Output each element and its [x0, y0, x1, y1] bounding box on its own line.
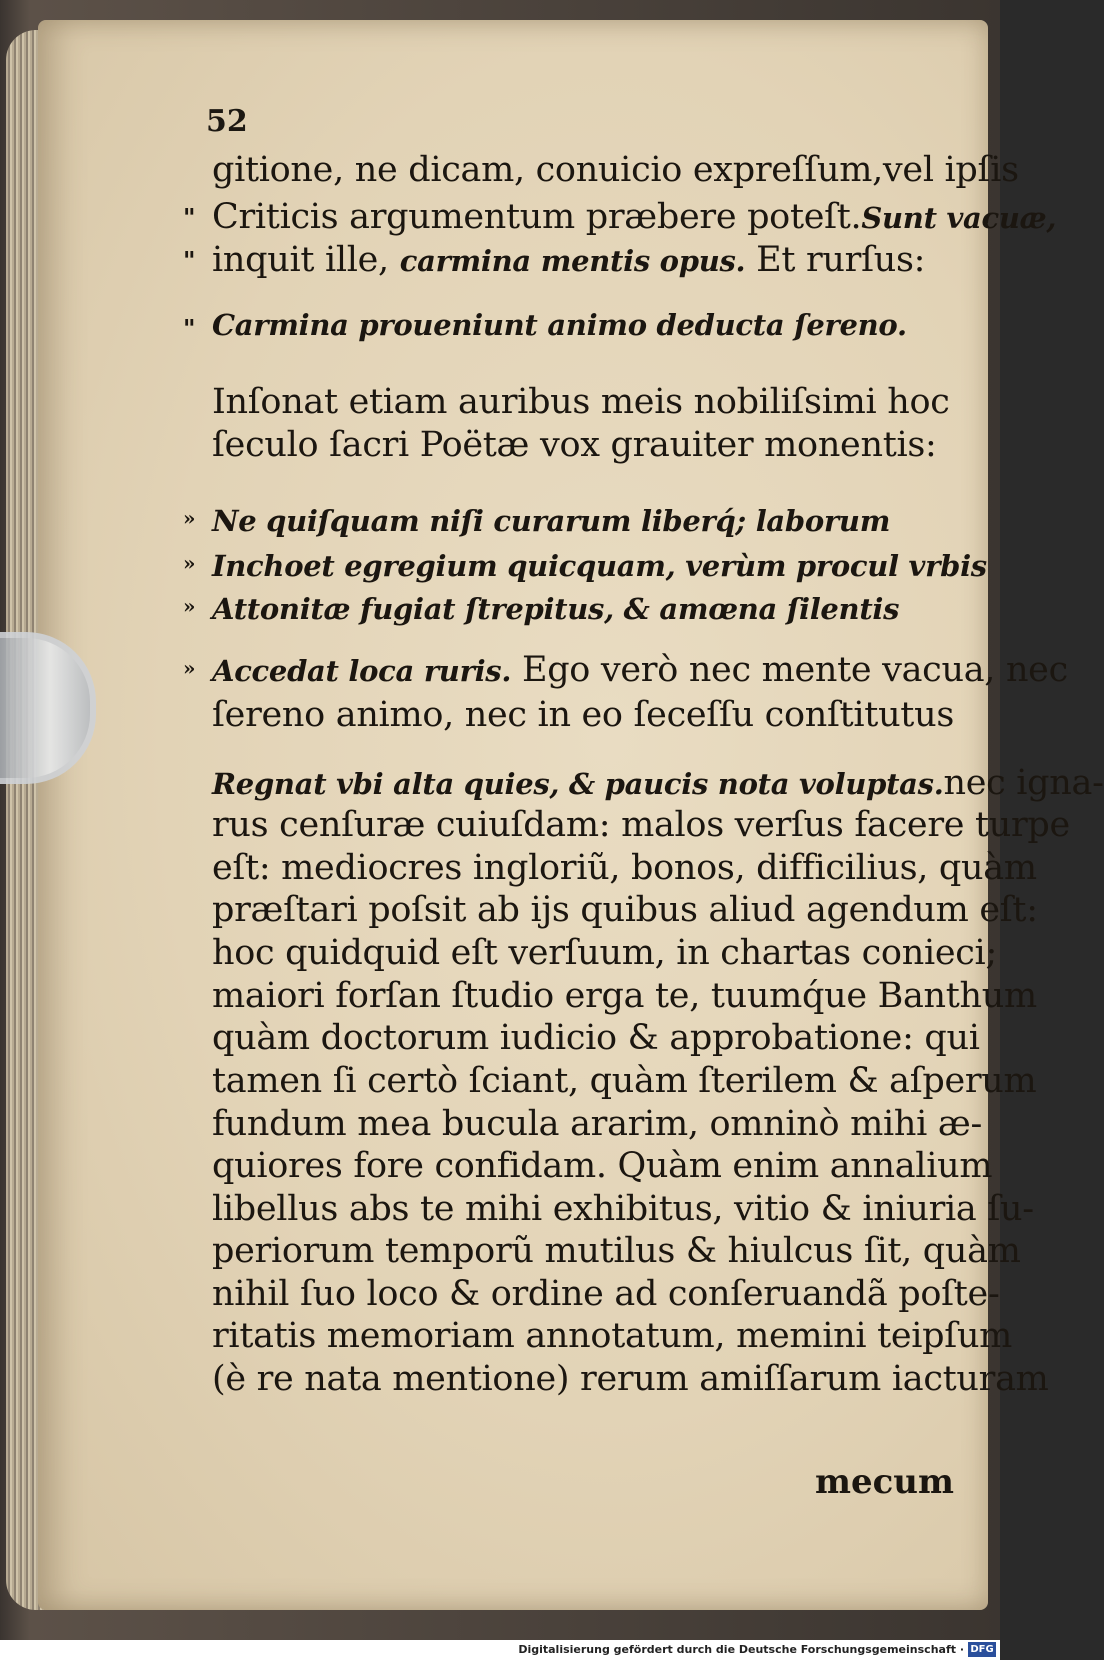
- roman-text: eſt: mediocres ingloriũ, bonos, difficilius, quàm: [212, 848, 1037, 888]
- quote-mark: ": [183, 203, 196, 232]
- text-line: [212, 425, 937, 465]
- text-line: [212, 1359, 1049, 1399]
- roman-text: gitione, ne dicam, conuicio expreſſum,vel ipſis: [212, 150, 1019, 190]
- dfg-logo: DFG: [968, 1642, 996, 1657]
- text-line: [212, 150, 1019, 190]
- quote-mark: ": [183, 246, 196, 275]
- text-line: [212, 848, 1037, 888]
- roman-text: periorum temporũ mutilus & hiulcus ſit, quàm: [212, 1231, 1021, 1271]
- roman-text: ſeculo ſacri Poëtæ vox grauiter monentis:: [212, 425, 937, 465]
- catchword: mecum: [815, 1462, 955, 1502]
- italic-text: Regnat vbi alta quies, & paucis nota voluptas.: [212, 767, 944, 801]
- roman-text: Ego verò nec mente vacua, nec: [511, 650, 1068, 690]
- text-line: [212, 1189, 1034, 1229]
- text-line: [212, 1104, 982, 1144]
- roman-text: libellus abs te mihi exhibitus, vitio & iniuria ſu-: [212, 1189, 1034, 1229]
- quote-mark: »: [183, 594, 196, 618]
- text-line: [212, 1146, 992, 1186]
- text-line: [212, 382, 950, 422]
- roman-text: Criticis argumentum præbere poteſt.: [212, 197, 862, 237]
- text-line: [212, 890, 1038, 930]
- text-line: [212, 763, 1104, 803]
- italic-text: Inchoet egregium quicquam, verùm procul vrbis: [212, 549, 987, 583]
- roman-text: ritatis memoriam annotatum, memini teipſum: [212, 1316, 1013, 1356]
- italic-text: Carmina proueniunt animo deducta ſereno.: [212, 308, 907, 342]
- text-line: [212, 240, 925, 280]
- text-line: [212, 805, 1070, 845]
- text-line: [212, 650, 1068, 690]
- italic-text: carmina mentis opus.: [399, 244, 746, 278]
- text-line: [212, 1274, 1000, 1314]
- text-line: [212, 308, 907, 343]
- roman-text: Et rurſus:: [745, 240, 926, 280]
- roman-text: inquit ille,: [212, 240, 400, 280]
- text-line: [212, 976, 1037, 1016]
- roman-text: ſereno animo, nec in eo ſeceſſu conſtitutus: [212, 695, 954, 735]
- roman-text: quàm doctorum iudicio & approbatione: qui: [212, 1018, 980, 1058]
- quote-mark: »: [183, 551, 196, 575]
- quote-mark: »: [183, 656, 196, 680]
- text-line: [212, 500, 890, 540]
- text-line: [212, 588, 899, 628]
- text-line: [212, 1018, 980, 1058]
- text-line: [212, 545, 987, 585]
- text-line: [212, 1231, 1021, 1271]
- text-line: [212, 695, 954, 735]
- quote-mark: »: [183, 506, 196, 530]
- roman-text: rus cenſuræ cuiuſdam: malos verſus facere turpe: [212, 805, 1070, 845]
- roman-text: nec igna-: [943, 763, 1104, 803]
- text-line: [212, 1061, 1036, 1101]
- footer-credit: Digitalisierung gefördert durch die Deutsche Forschungsgemeinschaft ·: [518, 1643, 964, 1656]
- roman-text: Inſonat etiam auribus meis nobiliſsimi hoc: [212, 382, 950, 422]
- page-number: 52: [206, 104, 248, 139]
- quote-mark: ": [183, 314, 196, 343]
- roman-text: præſtari poſsit ab ijs quibus aliud agendum eſt:: [212, 890, 1038, 930]
- roman-text: maiori forſan ſtudio erga te, tuumq́ue Banthum: [212, 976, 1037, 1016]
- text-line: [212, 1316, 1012, 1356]
- roman-text: (è re nata mentione) rerum amiſſarum iacturam: [212, 1359, 1049, 1399]
- italic-text: Attonitæ fugiat ſtrepitus, & amœna ſilentis: [212, 592, 900, 626]
- text-line: [212, 197, 1056, 237]
- roman-text: nihil ſuo loco & ordine ad conſeruandã poſte-: [212, 1274, 1000, 1314]
- italic-text: Ne quiſquam niſi curarum liberq́; laborum: [212, 504, 891, 538]
- text-line: [212, 933, 997, 973]
- roman-text: fundum mea bucula ararim, omninò mihi æ-: [212, 1104, 982, 1144]
- italic-text: Accedat loca ruris.: [212, 654, 512, 688]
- italic-text: Sunt vacuæ,: [861, 201, 1057, 235]
- roman-text: quiores fore confidam. Quàm enim annalium: [212, 1146, 993, 1186]
- roman-text: tamen ſi certò ſciant, quàm ſterilem & aſperum: [212, 1061, 1037, 1101]
- roman-text: hoc quidquid eſt verſuum, in chartas conieci;: [212, 933, 997, 973]
